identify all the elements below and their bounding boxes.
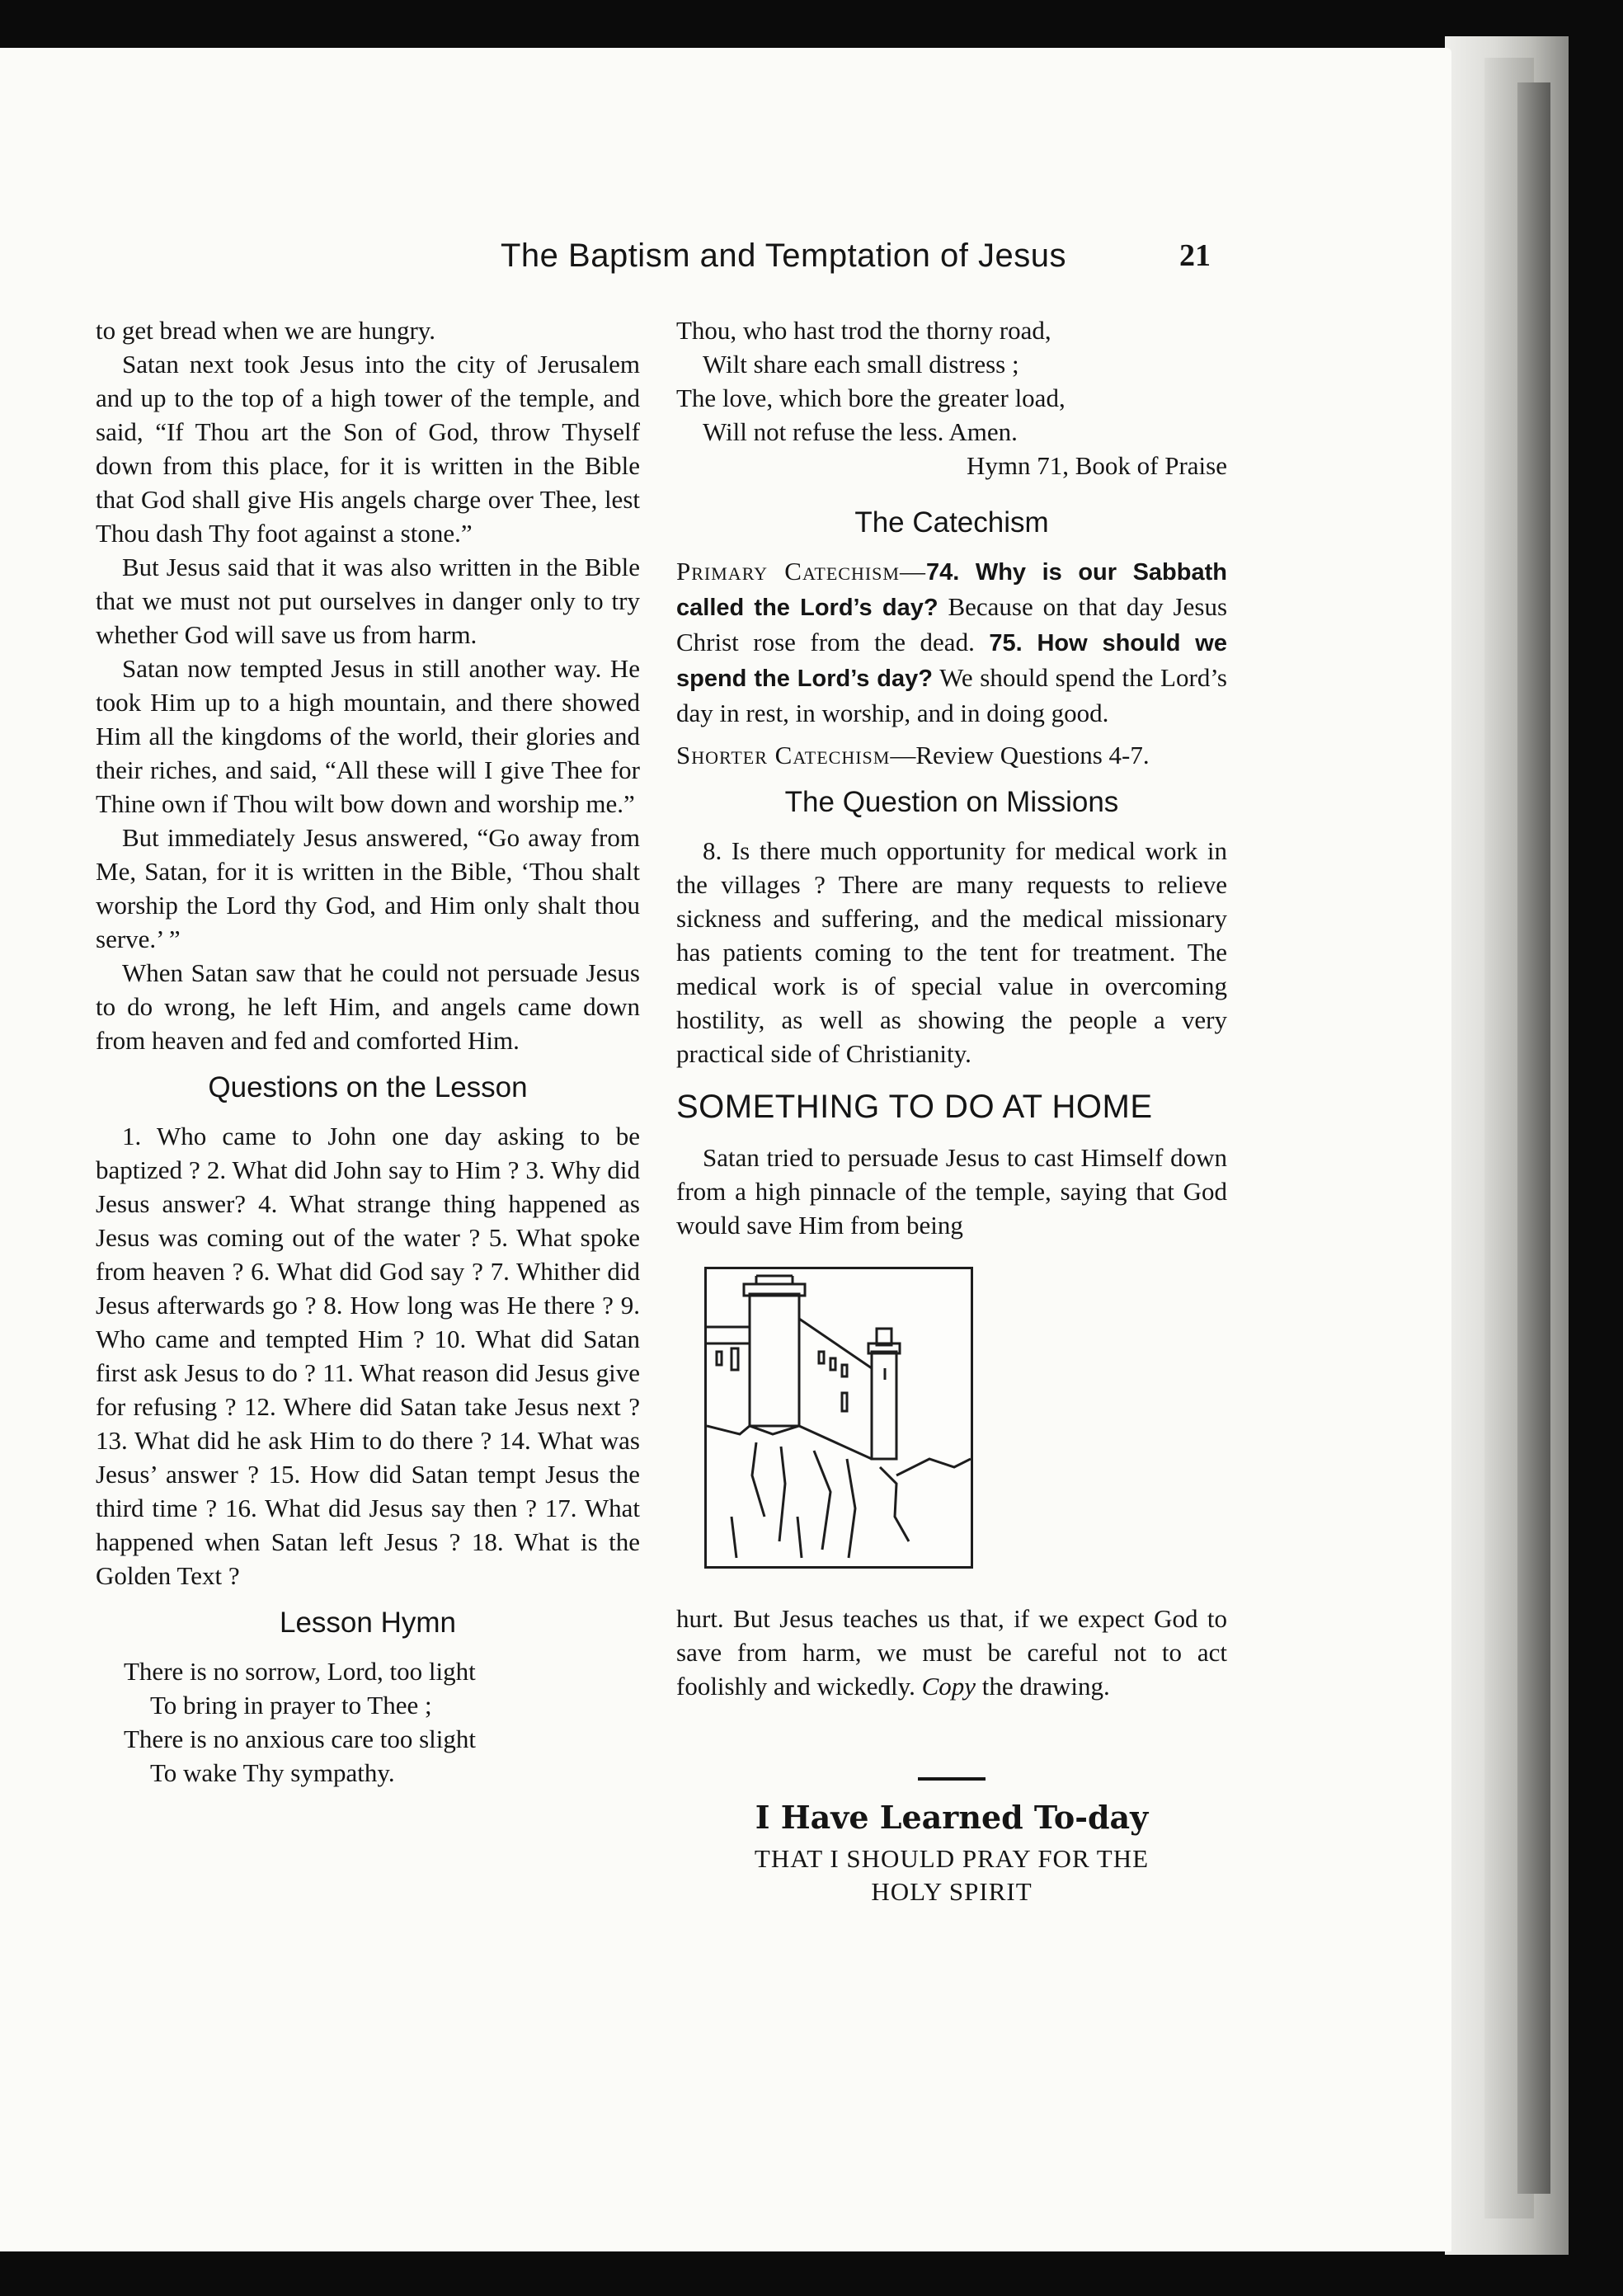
hymn-verse bbox=[124, 1654, 640, 1790]
page-edge-shadow bbox=[1517, 82, 1550, 2194]
hymn-line: To bring in prayer to Thee ; bbox=[150, 1691, 432, 1720]
shorter-catechism-label: Shorter Catechism bbox=[676, 741, 891, 769]
question-75: 75. How should we spend the Lord’s day? bbox=[676, 630, 1227, 692]
home-text-part-1: Satan tried to persuade Jesus to cast Himself down from a high pinnacle of the temple, saying that God would save Him from being bbox=[676, 1143, 1227, 1240]
paragraph: to get bread when we are hungry. bbox=[96, 316, 436, 345]
missions-heading: The Question on Missions bbox=[784, 786, 1119, 818]
hymn-line: There is no sorrow, Lord, too light bbox=[124, 1657, 476, 1686]
hymn-line: Wilt share each small distress ; bbox=[703, 350, 1019, 379]
hymn-line: To wake Thy sympathy. bbox=[150, 1758, 395, 1787]
questions-list: 1. Who came to John one day asking to be baptized ? 2. What did John say to Him ? 3. Why did Jesus answer? 4. What strange thing happened as Jesus was coming out of the water ? 5. What spoke from heaven ? 6. What did God say ? 7. Whither did Jesus afterwards go ? 8. How long was He there ? 9. Who came and tempted Him ? 10. What did Satan first ask Jesus to do ? 11. What reason did Jesus give for refusing ? 12. Where did Satan take Jesus next ? 13. What did he ask Him to do there ? 14. What was Jesus’ answer ? 15. How did Satan tempt Jesus the third time ? 16. What did Jesus say then ? 17. What happened when Satan left Jesus ? 18. What is the Golden Text ? bbox=[96, 1122, 640, 1590]
hymn-line: Will not refuse the less. Amen. bbox=[703, 417, 1018, 446]
hymn-line: There is no anxious care too slight bbox=[124, 1724, 477, 1753]
divider-rule bbox=[918, 1777, 986, 1781]
answer-74: Because on that day Jesus Christ rose from the dead. bbox=[676, 592, 1228, 656]
right-column bbox=[676, 313, 1227, 1908]
left-column bbox=[96, 313, 640, 1790]
paragraph: When Satan saw that he could not persuade Jesus to do wrong, he left Him, and angels came down from heaven and fed and comforted Him. bbox=[96, 958, 640, 1055]
paragraph: But Jesus said that it was also written in the Bible that we must not put ourselves in danger only to try whether God will save us from harm. bbox=[96, 553, 640, 649]
running-title: The Baptism and Temptation of Jesus bbox=[500, 238, 1066, 274]
learned-today-line-2: HOLY SPIRIT bbox=[871, 1877, 1033, 1906]
primary-catechism-label: Primary Catechism— bbox=[676, 557, 926, 586]
home-text-part-2 bbox=[676, 1602, 1227, 1703]
hymn-line: Thou, who hast trod the thorny road, bbox=[676, 316, 1051, 345]
learned-today-line-1: THAT I SHOULD PRAY FOR THE bbox=[754, 1844, 1150, 1873]
hymn-heading: Lesson Hymn bbox=[280, 1607, 456, 1639]
temple-tower-illustration bbox=[707, 1269, 971, 1566]
answer-75: We should spend the Lord’s day in rest, in worship, and in doing good. bbox=[676, 663, 1227, 727]
copy-word: Copy bbox=[921, 1672, 976, 1701]
primary-catechism bbox=[676, 554, 1227, 730]
questions-heading: Questions on the Lesson bbox=[208, 1071, 528, 1103]
copy-rest: the drawing. bbox=[976, 1672, 1110, 1701]
learned-today-text bbox=[676, 1842, 1227, 1908]
missions-text: 8. Is there much opportunity for medical work in the villages ? There are many requests to relieve sickness and suffering, and the medical missionary has patients coming to the tent for treatment. The medical work is of special value in overcoming hostility, as well as showing the people a very practical side of Christianity. bbox=[676, 836, 1227, 1068]
catechism-heading: The Catechism bbox=[854, 506, 1049, 539]
home-text-2: hurt. But Jesus teaches us that, if we expect God to save from harm, we must be careful not to act foolishly and wickedly. bbox=[676, 1604, 1227, 1701]
hymn-verse-continued bbox=[676, 313, 1227, 482]
paragraph: But immediately Jesus answered, “Go away from Me, Satan, for it is written in the Bible, ‘Thou shalt worship the Lord thy God, and Him only shalt thou serve.’ ” bbox=[96, 823, 640, 953]
shorter-catechism bbox=[676, 738, 1227, 772]
learned-today-title: I Have Learned To-day bbox=[755, 1799, 1149, 1836]
temple-tower-drawing bbox=[704, 1267, 973, 1569]
hymn-line: The love, which bore the greater load, bbox=[676, 383, 1066, 412]
page-number: 21 bbox=[1179, 238, 1211, 273]
paragraph: Satan now tempted Jesus in still another way. He took Him up to a high mountain, and there showed Him all the kingdoms of the world, their glories and their riches, and said, “All these will I give Thee for Thine own if Thou wilt bow down and worship me.” bbox=[96, 654, 640, 818]
hymn-source: Hymn 71, Book of Praise bbox=[966, 451, 1227, 480]
question-74: 74. Why is our Sabbath called the Lord’s day? bbox=[676, 559, 1227, 621]
paragraph: Satan next took Jesus into the city of Jerusalem and up to the top of a high tower of the temple, and said, “If Thou art the Son of God, throw Thyself down from this place, for it is written in the Bible that God shall give His angels charge over Thee, lest Thou dash Thy foot against a stone.” bbox=[96, 350, 640, 548]
shorter-catechism-text: —Review Questions 4-7. bbox=[890, 741, 1150, 769]
home-heading: SOMETHING TO DO AT HOME bbox=[676, 1089, 1153, 1125]
